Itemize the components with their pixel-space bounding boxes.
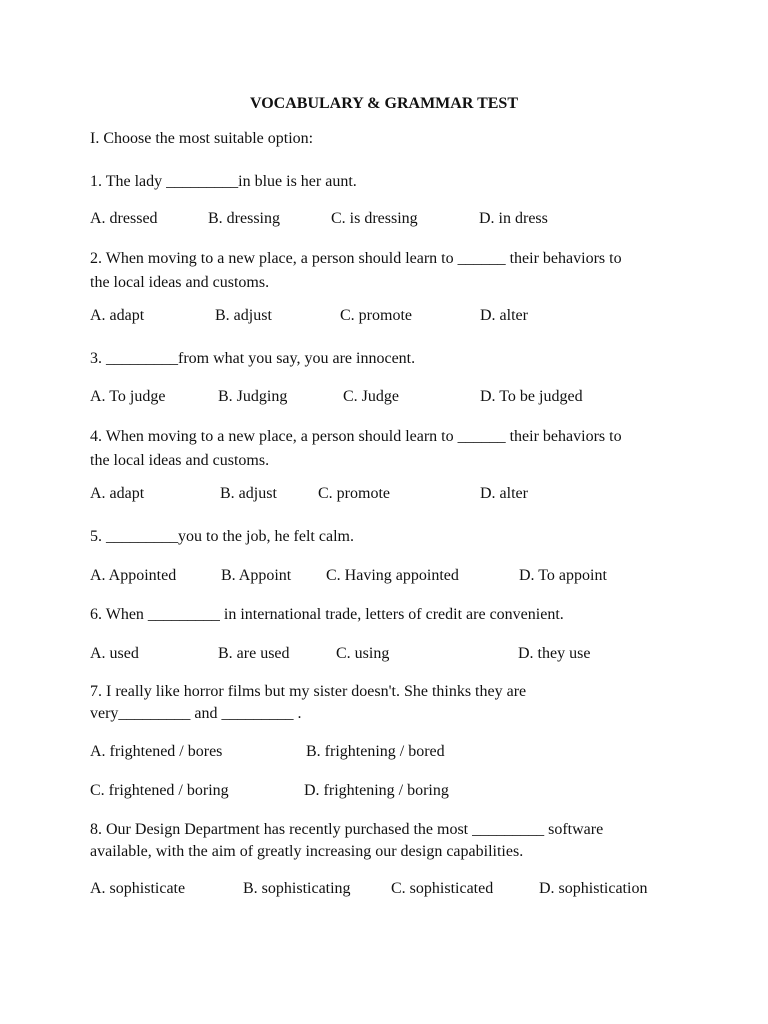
q3-option-a: A. To judge <box>90 388 166 405</box>
q6-option-d: D. they use <box>518 645 591 662</box>
question-7-stem-line-2: very_________ and _________ . <box>90 705 302 722</box>
q8-option-b: B. sophisticating <box>243 880 351 897</box>
question-6-stem: 6. When _________ in international trade, letters of credit are convenient. <box>90 606 564 623</box>
question-2-stem-line-2: the local ideas and customs. <box>90 274 270 291</box>
q3-option-c: C. Judge <box>343 388 399 405</box>
q1-option-b: B. dressing <box>208 210 280 227</box>
q7-option-b: B. frightening / bored <box>306 743 445 760</box>
q5-option-a: A. Appointed <box>90 567 177 584</box>
q2-option-c: C. promote <box>340 307 412 324</box>
q2-option-b: B. adjust <box>215 307 272 324</box>
q3-option-b: B. Judging <box>218 388 288 405</box>
q4-option-c: C. promote <box>318 485 390 502</box>
q2-option-a: A. adapt <box>90 307 145 324</box>
page-title: VOCABULARY & GRAMMAR TEST <box>249 95 518 112</box>
question-4-stem-line-1: 4. When moving to a new place, a person should learn to ______ their behaviors to <box>90 428 622 445</box>
q8-option-d: D. sophistication <box>539 880 648 897</box>
q8-option-c: C. sophisticated <box>391 880 494 897</box>
q7-option-d: D. frightening / boring <box>304 782 449 799</box>
q5-option-d: D. To appoint <box>519 567 607 584</box>
q5-option-c: C. Having appointed <box>326 567 459 584</box>
q1-option-c: C. is dressing <box>331 210 418 227</box>
q1-option-a: A. dressed <box>90 210 158 227</box>
q4-option-d: D. alter <box>480 485 528 502</box>
q7-option-a: A. frightened / bores <box>90 743 223 760</box>
q5-option-b: B. Appoint <box>221 567 292 584</box>
question-3-stem: 3. _________from what you say, you are innocent. <box>90 350 416 367</box>
question-7-stem-line-1: 7. I really like horror films but my sister doesn't. She thinks they are <box>90 683 527 700</box>
question-2-stem-line-1: 2. When moving to a new place, a person should learn to ______ their behaviors to <box>90 250 622 267</box>
q2-option-d: D. alter <box>480 307 528 324</box>
question-5-stem: 5. _________you to the job, he felt calm. <box>90 528 354 545</box>
section-heading: I. Choose the most suitable option: <box>90 130 314 147</box>
q8-option-a: A. sophisticate <box>90 880 186 897</box>
question-8-stem-line-1: 8. Our Design Department has recently purchased the most _________ software <box>90 821 604 838</box>
q4-option-a: A. adapt <box>90 485 145 502</box>
q6-option-b: B. are used <box>218 645 290 662</box>
q3-option-d: D. To be judged <box>480 388 583 405</box>
question-1-stem: 1. The lady _________in blue is her aunt. <box>90 173 357 190</box>
q6-option-a: A. used <box>90 645 139 662</box>
q6-option-c: C. using <box>336 645 390 662</box>
q4-option-b: B. adjust <box>220 485 277 502</box>
q1-option-d: D. in dress <box>479 210 548 227</box>
question-4-stem-line-2: the local ideas and customs. <box>90 452 270 469</box>
question-8-stem-line-2: available, with the aim of greatly increasing our design capabilities. <box>90 843 524 860</box>
q7-option-c: C. frightened / boring <box>90 782 229 799</box>
